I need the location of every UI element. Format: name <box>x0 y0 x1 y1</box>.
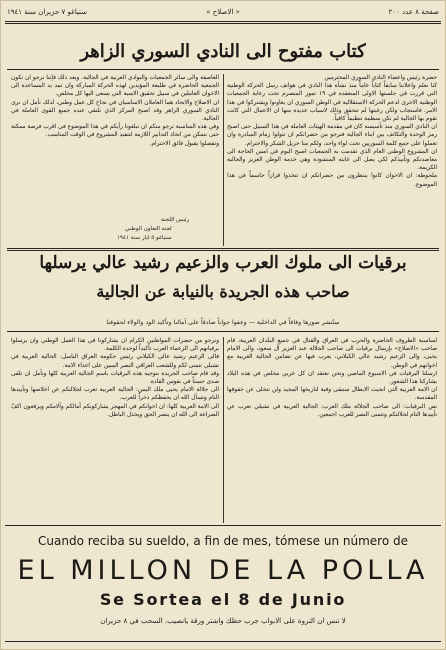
article1-title: كتاب مفتوح الى النادي السوري الزاهر <box>80 41 366 62</box>
advert-divider <box>5 525 441 526</box>
paragraph: الى الامة العربية كلها: ان اخوانكم في المهجر يشاركونكم آمالكم وآلامكم ويرفعون اكفّ الضراعة الى الله ان ينصر الحق ويخذل الباطل. <box>11 403 219 418</box>
header-divider-2 <box>5 23 441 24</box>
paragraph: وقد قام صاحب الجريدة بتوجيه هذه البرقيات باسم الجالية العربية كلها ونأمل ان تلقى صدى حسناً في نفوس القادة. <box>11 370 219 386</box>
newspaper-name: « الاصلاح » <box>206 8 240 16</box>
paragraph: لمناسبة الظروف الحاضرة والحرب في العراق والقتال في جميع البلدان العربية، قام صاحب «الاصلاح» بإرسال برقيات الى صاحب الجلالة عبد العزيز آل سعود، والى الامام يحيى، والى الزعيم رشيد عالي الكيلاني، يعرب فيها عن تضامن الجالية العربية مع اخوانهم في الوطن. <box>227 338 437 369</box>
section-divider-2 <box>7 250 439 251</box>
column-divider-1 <box>223 74 224 246</box>
article2-col-right <box>227 337 437 523</box>
paragraph: ان النادي السوري منذ تأسيسه كان في مقدمة الهيئات العاملة في هذا السبيل حتى اصبح رمز الوحدة والتكاتف بين ابناء الجالية فنرجو من حضراتكم ان تتولوا زمام المبادرة وان تعملوا على جمع كلمة السوريين تحت لواء واحد، ولكم منا جزيل الشكر والاحترام. <box>227 124 437 147</box>
signature-role: لجنة التعاون الوطني <box>125 226 172 232</box>
paragraph: حضرة رئيس واعضاء النادي السوري المحترمين <box>324 75 437 81</box>
paragraph: الى جلالة الامام يحيى ملك اليمن: الجالية العربية تعرب لجلالتكم عن اخلاصها وتأييدها التام وتسأل الله ان يحفظكم ذخراً للعرب. <box>11 387 219 402</box>
bottom-rule <box>5 641 441 642</box>
paragraph: ان الامة العربية التي انجبت الابطال ستبقى وفية لتاريخها المجيد ولن تتخلى عن حقوقها المقدسة. <box>227 387 437 402</box>
advert-arabic-line: لا تنس ان التروة على الابواب جرب حظك واشتر ورقة يانصيب. السحب في ٨ حزيران <box>100 617 346 625</box>
page-number: صفحة ٨ عدد ٢٠٠ <box>388 8 439 16</box>
paragraph: ان المشروع الوطني العام الذي تقدمت به الجمعيات اصبح اليوم في امس الحاجة الى معاضدتكم وتأييدكم لكي يصل الى غايته المنشودة وهي خدمة الوطن العزيز والجالية الكريمة. <box>227 148 437 172</box>
signature-name: رئيس اللجنة <box>161 217 190 223</box>
article1-col-left <box>11 74 219 214</box>
article2-subtitle-rule <box>7 331 439 332</box>
paragraph: كنا نعلم واعلاننا سابقاً كتاباً عاماً منذ نشأة هذا النادي في هواتف رسل الحركة الوطنية التي قررت في جلستها الاولى المنعقدة في ١٩ تموز المنصرم تحت رعاية الجمعيات الوطنية الاخرى لدعم الحركة الاستقلالية في الوطن السوري ان يعاونوا ويشتركوا في هذا الامر. فاستجاب ولكن رغبتها لم تتحقق وذلك لاسباب عديدة منها ان الاعمال التي كانت تقوم بها الجالية لم تكن منظمة تنظيماً كافياً. <box>227 83 437 123</box>
article2-title-line2: صاحب هذه الجريدة بالنيابة عن الجالية <box>96 282 350 301</box>
paragraph: وفي هذه المناسبة نرجو منكم ان تبلغونا رأيكم في هذا الموضوع في اقرب فرصة ممكنة حتى نتمكن من اتخاذ التدابير اللازمة لتنفيذ المشروع في الوقت المناسب. <box>11 124 219 139</box>
section-divider <box>7 248 439 249</box>
advert-headline: EL MILLON DE LA POLLA <box>17 555 429 586</box>
article2-col-left <box>11 337 219 523</box>
header-divider <box>5 21 441 22</box>
paragraph: ملحوظة: ان الاخوان كانوا ينتظرون من حضراتكم ان تتخذوا قراراً حاسماً في هذا الموضوع. <box>227 173 437 188</box>
paragraph: وتفضلوا بقبول فائق الاحترام. <box>149 140 219 147</box>
article1-title-rule <box>7 69 439 70</box>
article2-subtitle: ستُنشر صورها وفاقاً في الداخلية — وعفوا جواباً صادقاً على آمالنا وتأكيد الود والولاء لحقوقنا <box>106 319 340 326</box>
column-divider-2 <box>223 337 224 523</box>
paragraph: ونرجو من حضرات المواطنين الكرام ان يشاركونا في هذا العمل الوطني وان يرسلوا برقياتهم الى الزعماء العرب تأكيداً لوحدة الكلمة. <box>11 338 219 353</box>
paragraph: نص البرقيات: الى صاحب الجلالة ملك العرب: الجالية العربية في تشيلي تعرب عن تأييدها التام لجلالتكم وتتمنى النصر للعرب اجمعين. <box>227 403 437 418</box>
advert-line1: Cuando reciba su sueldo, a fin de mes, tómese un número de <box>38 534 408 548</box>
advert-draw-date: Se Sortea el 8 de Junio <box>99 590 347 609</box>
paragraph: العاصفة والى سائر الجمعيات والنوادي العربية في الجالية. ويعد ذلك فإننا نرجو ان تكون الجمعية الحاضرة في طليعة المؤيدين لهذه الحركة المباركة وان تمد يد المساعدة الى الاخوان العاملين في سبيل تحقيق الامنية التي يسعى اليها كل مخلص. <box>11 75 219 98</box>
paragraph: فالى الزعيم رشيد عالي الكيلاني رئيس حكومة العراق الباسل: الجالية العربية في تشيلي تتمنى لكم وللشعب العراقي النصر المبين على اعداء الامة. <box>11 354 219 369</box>
article1-col-right <box>227 74 437 246</box>
signature-date: ستياغو ٥ ايار سنة ١٩٤١ <box>117 235 172 241</box>
article2-title: برقيات الى ملوك العرب والزعيم رشيد عالي يرسلها <box>39 253 407 273</box>
issue-date: ستياغو ٧ حزيران سنة ١٩٤١ <box>7 8 88 16</box>
paragraph: ارسلنا البرقيات في الاسبوع الماضي ونحن نعتقد ان كل عربي مخلص في هذه البلاد يشاركنا هذا الشعور. <box>227 370 437 386</box>
page-header <box>7 5 439 19</box>
paragraph: ان الاصلاح والاتحاد هما العاملان الاساسيان في نجاح كل عمل وطني، لذلك نأمل ان نرى النادي السوري الزاهر وقد اصبح المركز الذي تلتقي عنده جميع القوى العاملة في الجالية. <box>11 99 219 123</box>
